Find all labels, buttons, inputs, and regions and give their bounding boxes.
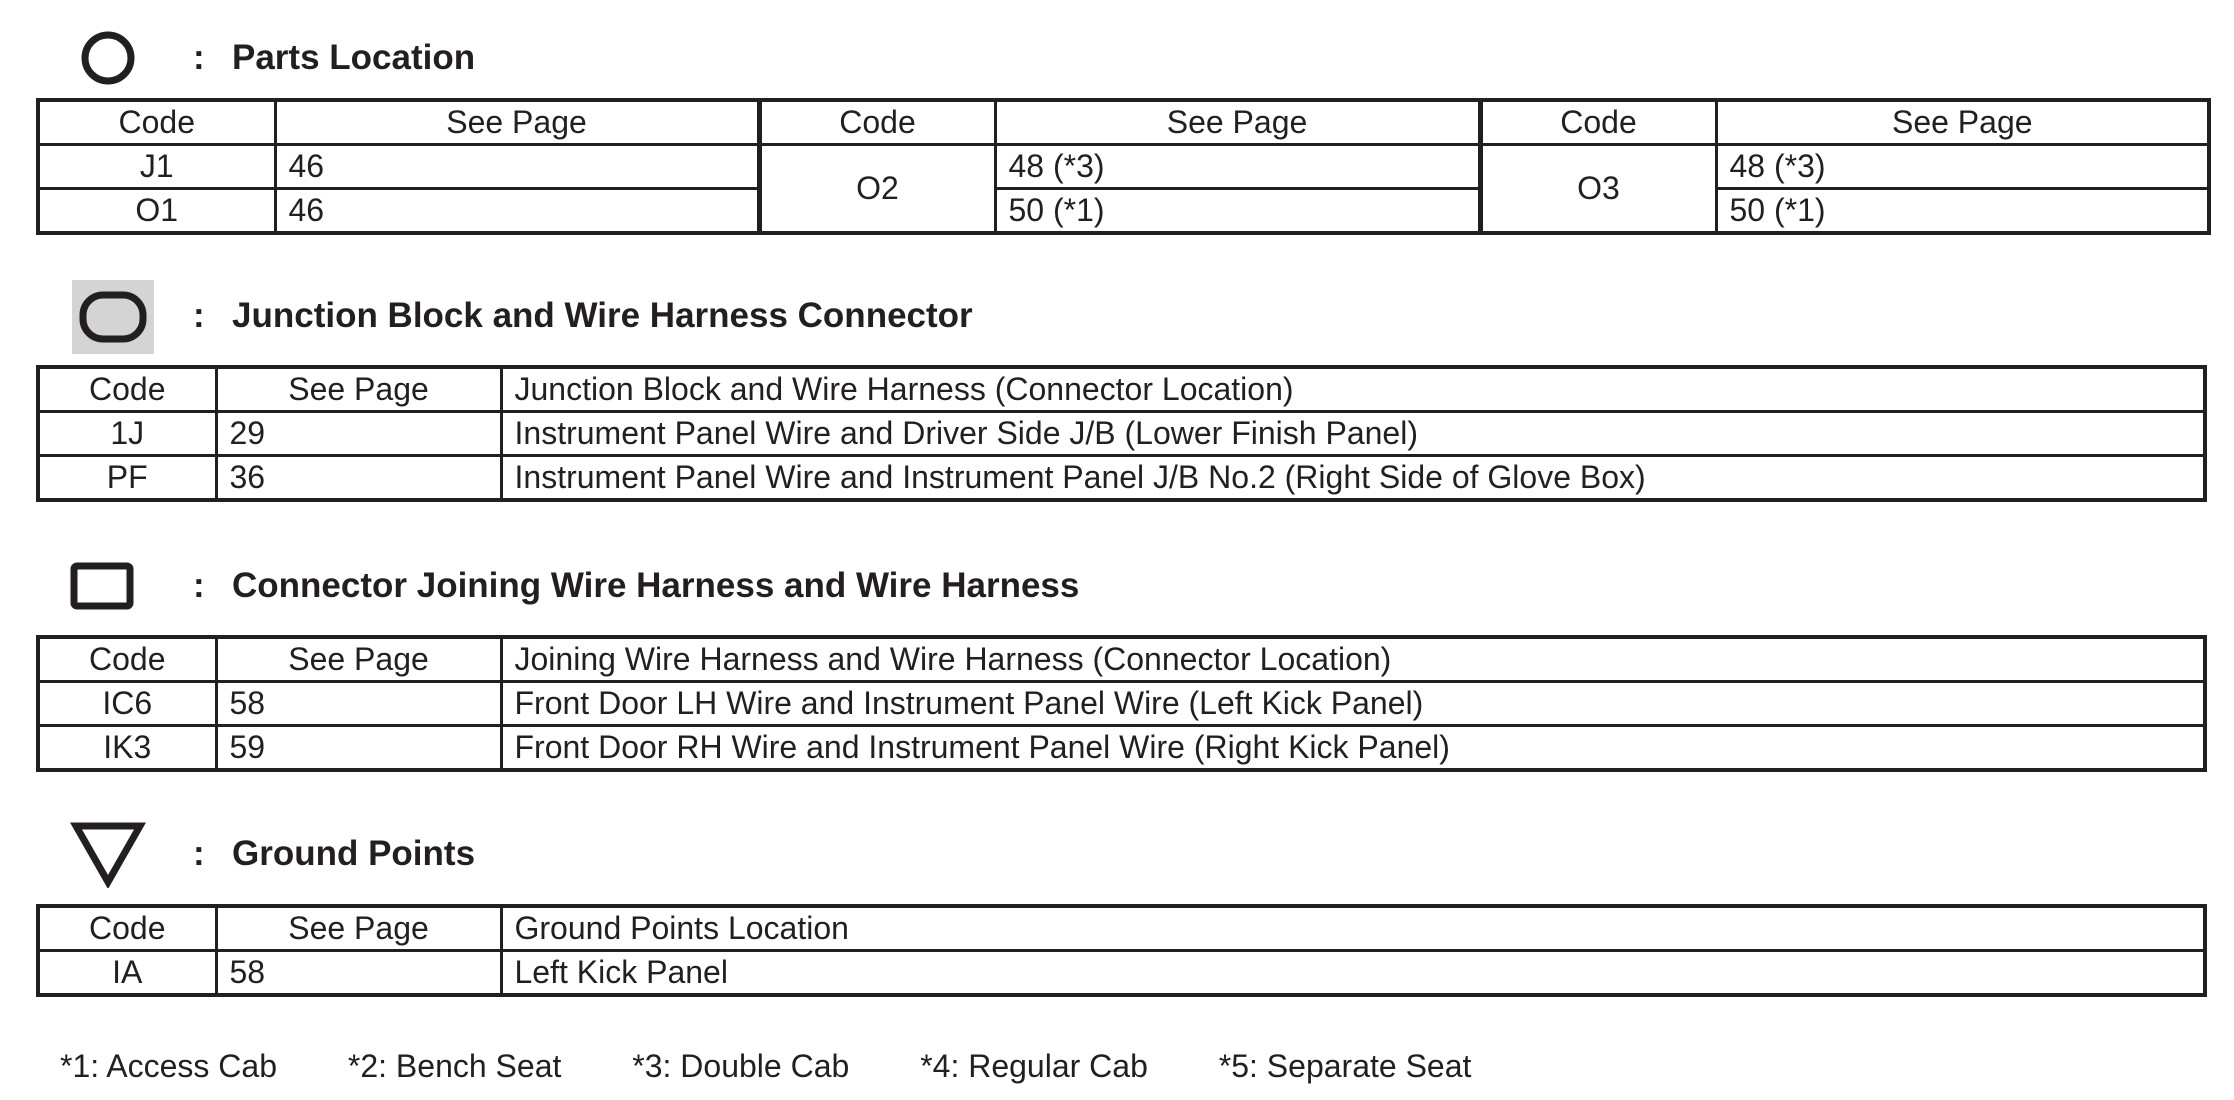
page-cell: 58: [216, 951, 501, 996]
table-row: [38, 189, 2209, 234]
table-header-row: [38, 367, 2205, 412]
table-row: [38, 726, 2205, 771]
column-header: See Page: [275, 100, 759, 145]
code-cell: O1: [38, 189, 275, 234]
table-header-row: [38, 100, 2209, 145]
page-cell: 59: [216, 726, 501, 771]
section-colon: :: [193, 38, 205, 77]
page-cell: 36: [216, 456, 501, 501]
section-title: Junction Block and Wire Harness Connector: [232, 296, 973, 335]
column-header: See Page: [216, 637, 501, 682]
column-header: Code: [1480, 100, 1716, 145]
down-triangle-icon: [70, 820, 146, 888]
code-cell: IC6: [38, 682, 216, 726]
column-header: Joining Wire Harness and Wire Harness (Connector Location): [501, 637, 2205, 682]
parts-location-header: [0, 20, 2234, 100]
location-cell: Instrument Panel Wire and Instrument Panel J/B No.2 (Right Side of Glove Box): [501, 456, 2205, 501]
table-row: [38, 412, 2205, 456]
circle-icon: [80, 30, 136, 86]
section-colon: :: [193, 296, 205, 335]
footnote: *3: Double Cab: [632, 1048, 850, 1084]
junction-block-header: [0, 278, 2234, 358]
location-cell: Front Door RH Wire and Instrument Panel Wire (Right Kick Panel): [501, 726, 2205, 771]
page-cell: 29: [216, 412, 501, 456]
code-cell: PF: [38, 456, 216, 501]
column-header: Code: [759, 100, 995, 145]
connector-joining-table: [36, 635, 2207, 772]
junction-block-table: [36, 365, 2207, 502]
location-cell: Instrument Panel Wire and Driver Side J/B (Lower Finish Panel): [501, 412, 2205, 456]
column-header: Code: [38, 906, 216, 951]
table-row: [38, 951, 2205, 996]
rounded-rectangle-icon: [72, 280, 154, 354]
footnote: *1: Access Cab: [60, 1048, 277, 1084]
column-header: See Page: [995, 100, 1480, 145]
table-header-row: [38, 637, 2205, 682]
footnote: *5: Separate Seat: [1218, 1048, 1472, 1084]
location-cell: Left Kick Panel: [501, 951, 2205, 996]
section-title: Connector Joining Wire Harness and Wire Harness: [232, 566, 1080, 605]
code-cell: J1: [38, 145, 275, 189]
table-row: [38, 145, 2209, 189]
page-cell: 48 (*3): [1716, 145, 2209, 189]
connector-joining-header: [0, 548, 2234, 628]
column-header: Code: [38, 100, 275, 145]
column-header: Code: [38, 367, 216, 412]
code-cell: IA: [38, 951, 216, 996]
page-cell: 50 (*1): [995, 189, 1480, 234]
footnotes: [60, 1048, 1533, 1084]
ground-points-header: [0, 816, 2234, 896]
column-header: See Page: [216, 906, 501, 951]
code-cell: O3: [1480, 145, 1716, 234]
column-header: Code: [38, 637, 216, 682]
footnote: *2: Bench Seat: [347, 1048, 562, 1084]
page-cell: 58: [216, 682, 501, 726]
code-cell: IK3: [38, 726, 216, 771]
ground-points-table: [36, 904, 2207, 997]
rectangle-icon: [70, 562, 134, 610]
section-colon: :: [193, 834, 205, 873]
section-colon: :: [193, 566, 205, 605]
table-row: [38, 682, 2205, 726]
page-cell: 46: [275, 189, 759, 234]
section-title: Ground Points: [232, 834, 476, 873]
column-header: Junction Block and Wire Harness (Connector Location): [501, 367, 2205, 412]
location-cell: Front Door LH Wire and Instrument Panel Wire (Left Kick Panel): [501, 682, 2205, 726]
page-cell: 50 (*1): [1716, 189, 2209, 234]
code-cell: O2: [759, 145, 995, 234]
code-cell: 1J: [38, 412, 216, 456]
table-row: [38, 456, 2205, 501]
page-cell: 46: [275, 145, 759, 189]
column-header: See Page: [216, 367, 501, 412]
table-header-row: [38, 906, 2205, 951]
parts-location-table: [36, 98, 2211, 235]
column-header: See Page: [1716, 100, 2209, 145]
column-header: Ground Points Location: [501, 906, 2205, 951]
footnote: *4: Regular Cab: [920, 1048, 1148, 1084]
page-cell: 48 (*3): [995, 145, 1480, 189]
section-title: Parts Location: [232, 38, 476, 77]
